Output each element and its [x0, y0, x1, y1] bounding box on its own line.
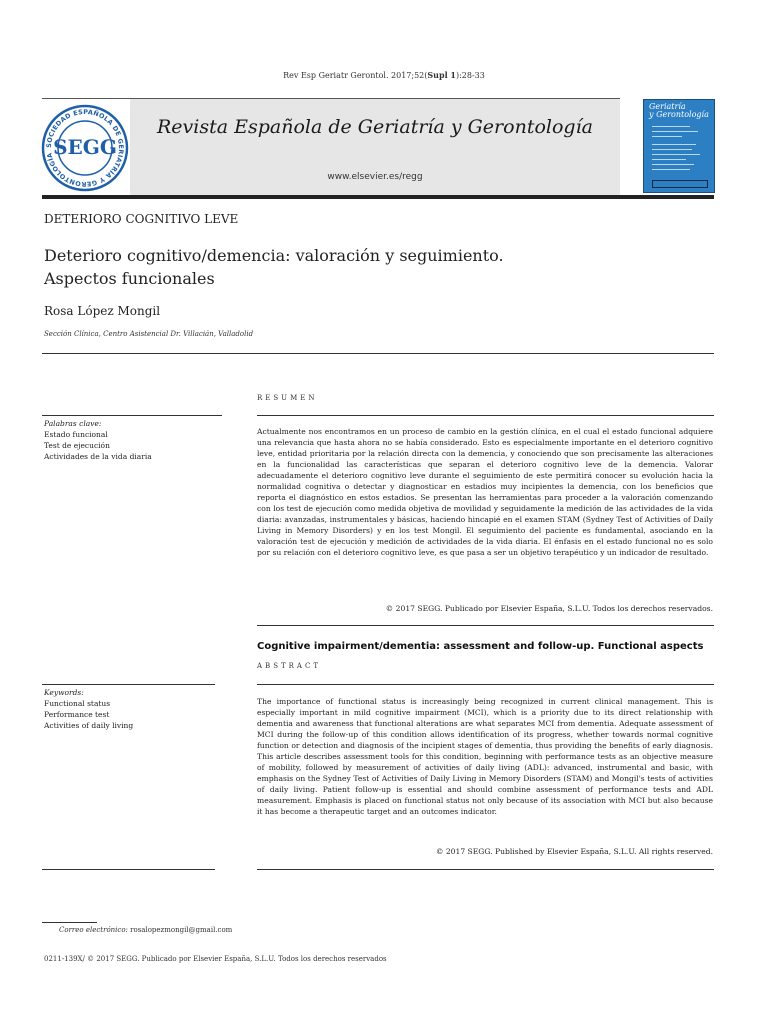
resumen-rule — [257, 415, 714, 416]
resumen-text: Actualmente nos encontramos en un proceso de cambio en la gestión clínica, en el cual el estado funcional adquiere una relevancia que hasta ahora no se había considerado. Esto es especialmente importante en el deterioro cognitivo leve, entidad prioritaria por la relación directa con la demencia, y conociendo que son precisamente las alteraciones en la funcionalidad las características que separan el deterioro cognitivo leve de la demencia. Valorar adecuadamente el deterioro cognitivo leve durante el seguimiento de este permitirá conocer su evolución hacia la normalidad cognitiva o detectar y diagnosticar en estadios muy incipientes la demencia, con los beneficios que reporta el diagnóstico en estos estadios. Se presentan las herramientas para proceder a la valoración comenzando con los test de ejecución como medida objetiva de movilidad y seguidamente la medición de las actividades de la vida diaria: avanzadas, instrumentales y básicas, haciendo hincapié en el examen STAM (Sydney Test of Activities of Daily Living in Memory Disorders) y en los test Mongil. El seguimiento del paciente es fundamental, asociando en la valoración test de ejecución y medición de actividades de la vida diaria. El énfasis en el estado funcional no es solo por su relación con el deterioro cognitivo leve, es que pasa a ser un objetivo terapéutico y un indicador de resultado. — [257, 427, 713, 557]
resumen-heading: RESUMEN — [257, 394, 318, 402]
keyword-item: Test de ejecución — [44, 441, 110, 450]
keyword-item: Estado funcional — [44, 430, 108, 439]
keywords-en-bottom-rule — [42, 869, 215, 870]
keywords-en-rule — [42, 684, 215, 685]
abstract-bottom-rule — [257, 869, 714, 870]
journal-url-link[interactable]: www.elsevier.es/regg — [327, 172, 423, 182]
keywords-rule — [42, 415, 222, 416]
resumen-copyright: © 2017 SEGG. Publicado por Elsevier España, S.L.U. Todos los derechos reservados. — [385, 604, 713, 613]
correspondence-footnote: Correo electrónico: rosalopezmongil@gmail.com — [59, 926, 233, 934]
keyword-item: Activities of daily living — [44, 721, 134, 730]
palabras-clave-label: Palabras clave: — [44, 419, 102, 428]
issn-copyright-line: 0211-139X/ © 2017 SEGG. Publicado por Elsevier España, S.L.U. Todos los derechos reservados — [44, 955, 387, 963]
english-title: Cognitive impairment/dementia: assessment and follow-up. Functional aspects — [257, 641, 704, 652]
svg-text:SEGG: SEGG — [53, 135, 117, 159]
header-divider — [42, 353, 714, 354]
author-name: Rosa López Mongil — [44, 304, 161, 318]
abstract-heading: ABSTRACT — [257, 662, 322, 670]
section-label: DETERIORO COGNITIVO LEVE — [44, 212, 239, 226]
palabras-clave-list — [44, 418, 152, 462]
abstract-copyright: © 2017 SEGG. Published by Elsevier España, S.L.U. All rights reserved. — [435, 847, 713, 856]
journal-title: Revista Española de Geriatría y Gerontología — [157, 116, 593, 138]
keyword-item: Actividades de la vida diaria — [44, 452, 152, 461]
society-seal-logo — [41, 104, 129, 192]
abstract-text: The importance of functional status is increasingly being recognized in current clinical management. This is especially important in mild cognitive impairment (MCI), which is a priority due to its direct relationship with dementia and awareness that functional alterations are what separates MCI from dementia. Adequate assessment of MCI during the follow-up of this condition allows identification of its progress, whether towards normal cognitive function or detection and diagnosis of the incipient stages of dementia, thus providing the benefits of early diagnosis. This article describes assessment tools for this condition, beginning with performance tests as an objective measure of mobility, followed by measurement of activities of daily living (ADL): advanced, instrumental and basic, with emphasis on the Sydney Test of Activities of Daily Living in Memory Disorders (STAM) and Mongil's tests of activities of daily living. Patient follow-up is essential and should combine assessment of performance tests and ADL measurement. Emphasis is placed on functional status not only because of its association with MCI but also because it has become a therapeutic target and an outcomes indicator. — [257, 697, 713, 816]
email-link[interactable]: rosalopezmongil@gmail.com — [130, 926, 233, 934]
abstract-rule — [257, 684, 714, 685]
footnote-rule — [42, 922, 97, 923]
article-title: Deterioro cognitivo/demencia: valoración y seguimiento. Aspectos funcionales — [44, 246, 504, 288]
keyword-item: Performance test — [44, 710, 110, 719]
keyword-item: Functional status — [44, 699, 111, 708]
keywords-en-list — [44, 687, 133, 731]
author-affiliation: Sección Clínica, Centro Asistencial Dr. Villacián, Valladolid — [44, 330, 254, 338]
journal-citation: Rev Esp Geriatr Gerontol. 2017;52(Supl 1):28-33 — [283, 70, 485, 80]
keywords-en-label: Keywords: — [44, 688, 84, 697]
masthead-bottom-rule — [42, 195, 714, 199]
svg-text:SOCIEDAD ESPAÑOLA DE GERIATRÍA: SOCIEDAD ESPAÑOLA DE GERIATRÍA Y GERONTOLOGÍA — [44, 107, 126, 189]
journal-cover-thumbnail: Geriatría y Gerontología — [643, 99, 715, 193]
resumen-bottom-rule — [257, 625, 714, 626]
